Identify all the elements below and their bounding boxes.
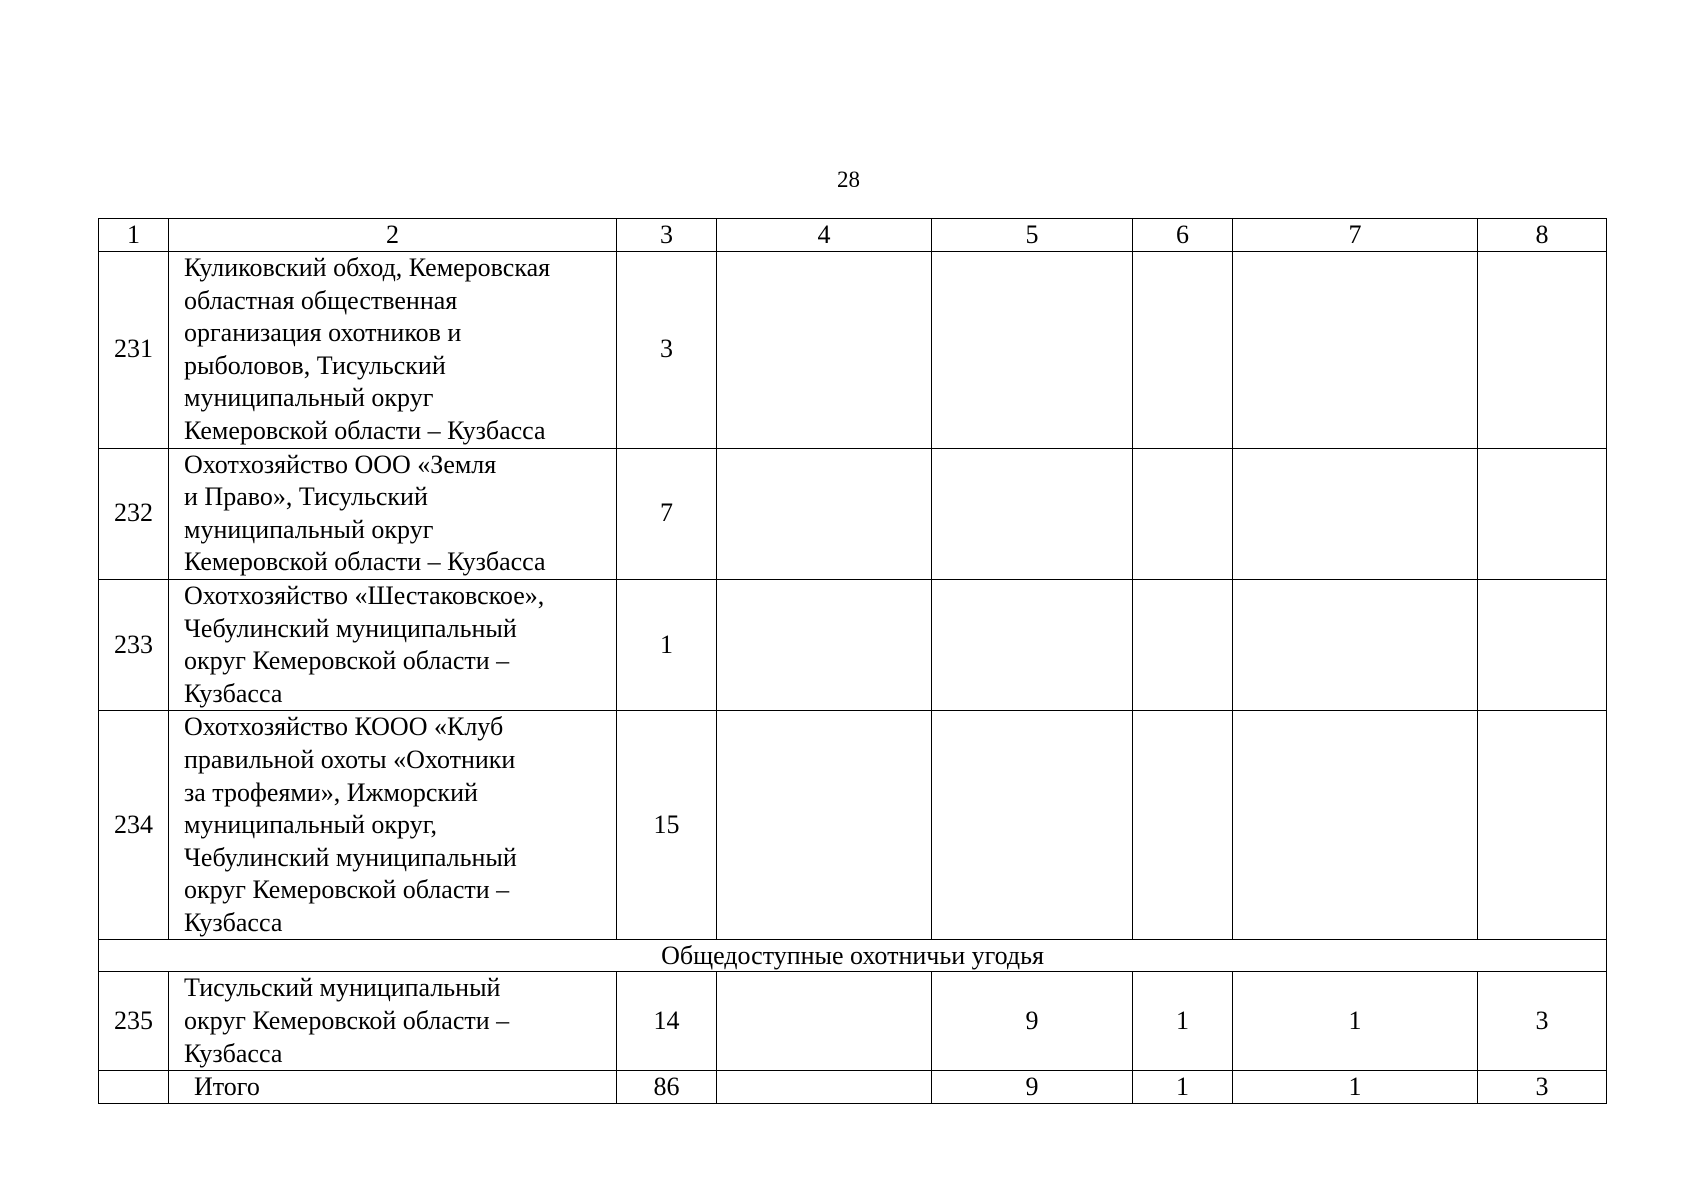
cell-col3: 1 [617,579,717,710]
table-row [99,252,1607,449]
cell-col5: 9 [932,972,1133,1071]
total-col6: 1 [1133,1071,1233,1104]
column-header: 2 [169,219,617,252]
column-header: 1 [99,219,169,252]
cell-col6 [1133,252,1233,449]
cell-col7 [1233,252,1478,449]
cell-col6 [1133,711,1233,940]
cell-col4 [717,448,932,579]
cell-col4 [717,252,932,449]
hunting-ground-name: Куликовский обход, Кемеровская областная общественная организация охотников и рыболовов, Тисульский муниципальный округ Кемеровской области – Кузбасса [169,252,617,449]
cell-col4 [717,579,932,710]
row-number: 233 [99,579,169,710]
column-header: 5 [932,219,1133,252]
table-row [99,972,1607,1071]
cell-col8 [1478,711,1607,940]
column-header: 3 [617,219,717,252]
table-row [99,579,1607,710]
hunting-ground-name: Охотхозяйство «Шестаковское», Чебулинский муниципальный округ Кемеровской области – Кузбасса [169,579,617,710]
total-number [99,1071,169,1104]
column-header: 8 [1478,219,1607,252]
cell-col5 [932,448,1133,579]
column-header: 7 [1233,219,1478,252]
row-number: 235 [99,972,169,1071]
total-col7: 1 [1233,1071,1478,1104]
cell-col8: 3 [1478,972,1607,1071]
row-number: 234 [99,711,169,940]
cell-col5 [932,579,1133,710]
cell-col3: 7 [617,448,717,579]
total-col3: 86 [617,1071,717,1104]
cell-col4 [717,711,932,940]
cell-col6: 1 [1133,972,1233,1071]
cell-col7 [1233,711,1478,940]
total-col8: 3 [1478,1071,1607,1104]
cell-col8 [1478,448,1607,579]
total-row [99,1071,1607,1104]
cell-col8 [1478,579,1607,710]
cell-col5 [932,252,1133,449]
column-header: 6 [1133,219,1233,252]
cell-col7: 1 [1233,972,1478,1071]
section-header-row [99,940,1607,972]
section-title: Общедоступные охотничьи угодья [99,940,1607,972]
hunting-ground-name: Тисульский муниципальный округ Кемеровской области – Кузбасса [169,972,617,1071]
cell-col5 [932,711,1133,940]
cell-col8 [1478,252,1607,449]
row-number: 231 [99,252,169,449]
row-number: 232 [99,448,169,579]
cell-col3: 15 [617,711,717,940]
column-number-row [99,219,1607,252]
cell-col3: 3 [617,252,717,449]
hunting-grounds-table [98,218,1607,1104]
hunting-ground-name: Охотхозяйство КООО «Клуб правильной охоты «Охотники за трофеями», Ижморский муниципальный округ, Чебулинский муниципальный округ Кемеровской области – Кузбасса [169,711,617,940]
column-header: 4 [717,219,932,252]
total-col4 [717,1071,932,1104]
table-row [99,711,1607,940]
cell-col7 [1233,579,1478,710]
total-col5: 9 [932,1071,1133,1104]
cell-col6 [1133,579,1233,710]
cell-col3: 14 [617,972,717,1071]
hunting-ground-name: Охотхозяйство ООО «Земля и Право», Тисульский муниципальный округ Кемеровской области – Кузбасса [169,448,617,579]
cell-col4 [717,972,932,1071]
table-row [99,448,1607,579]
cell-col6 [1133,448,1233,579]
page-number: 28 [837,167,860,192]
cell-col7 [1233,448,1478,579]
total-label: Итого [169,1071,617,1104]
